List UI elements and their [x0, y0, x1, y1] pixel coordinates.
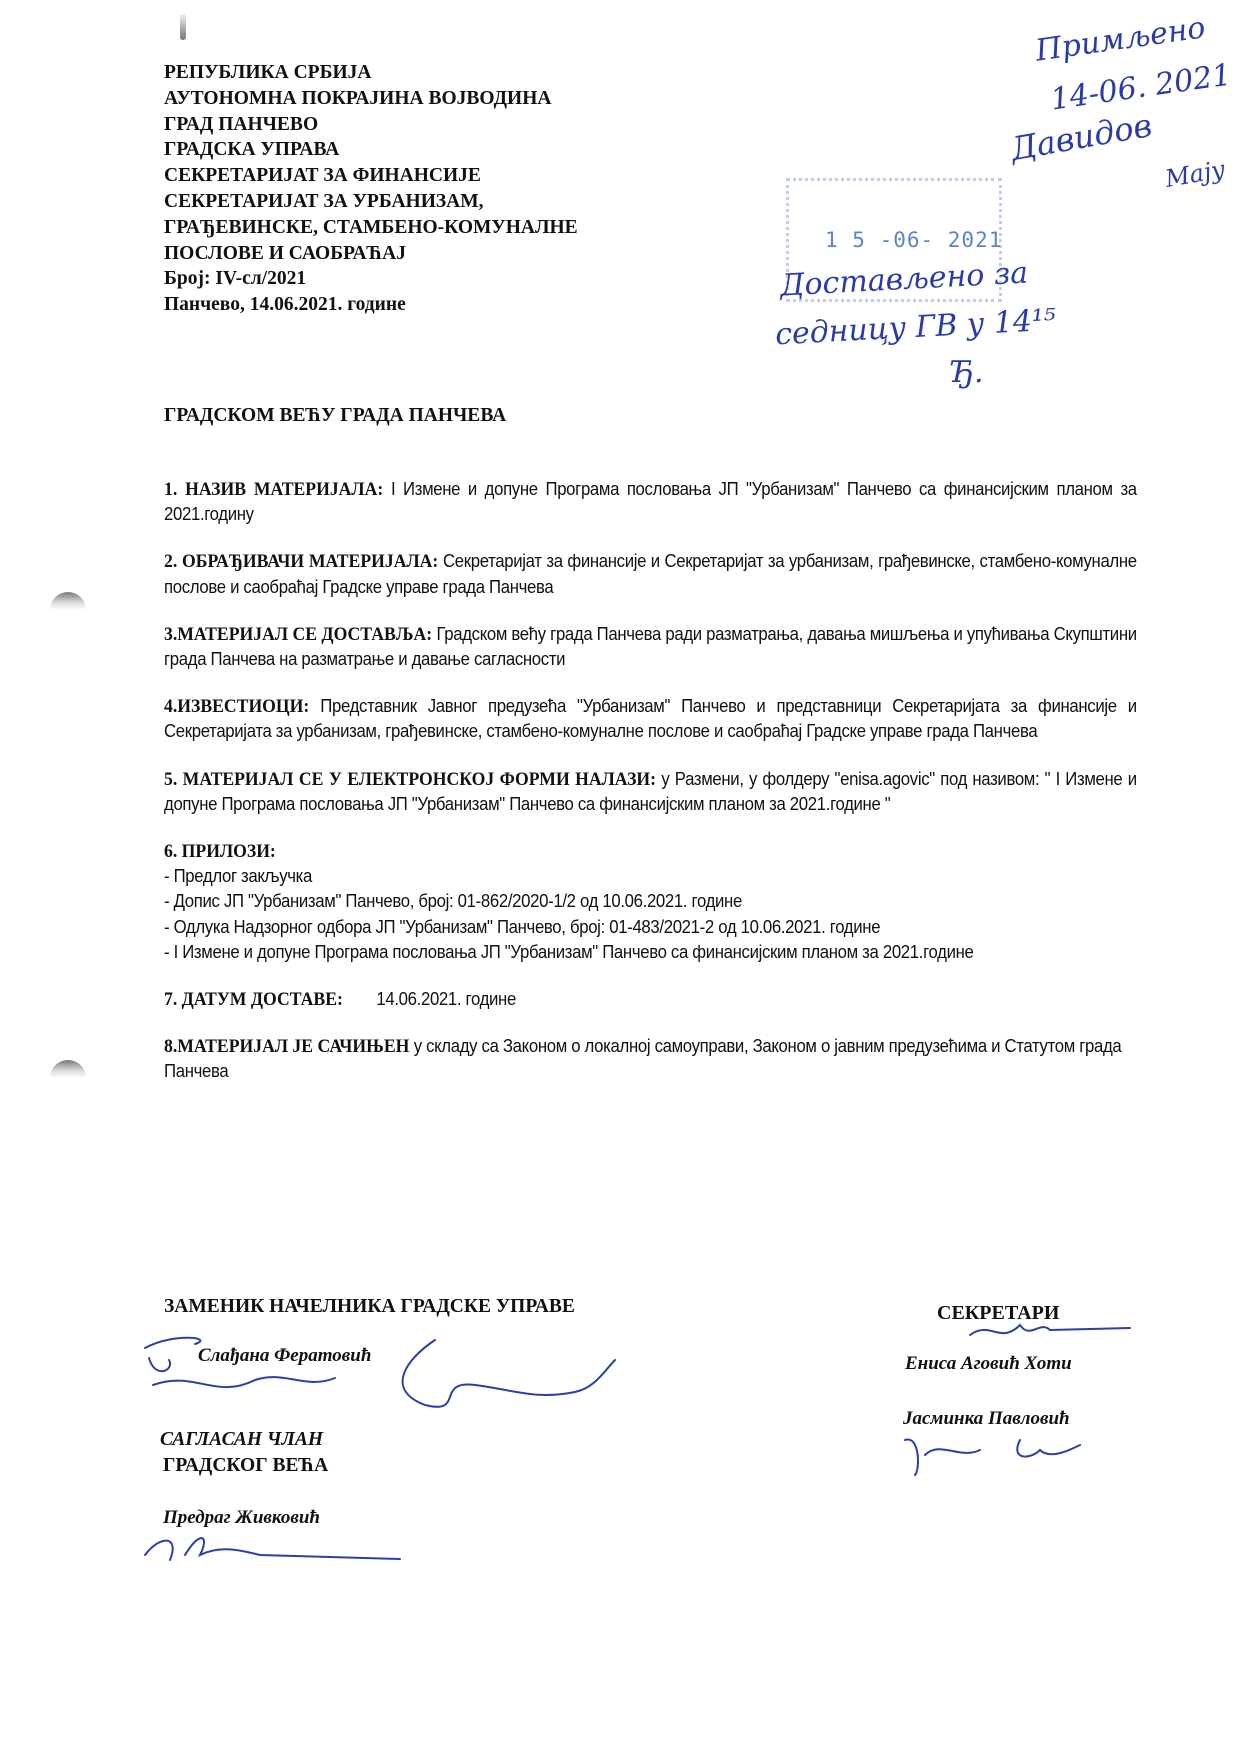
delivery-date-value: 14.06.2021. године: [376, 989, 516, 1010]
letterhead: [164, 60, 578, 318]
section-label: 2. ОБРАЂИВАЧИ МАТЕРИЈАЛА:: [164, 551, 439, 573]
secretary-1-signature: [960, 1310, 1140, 1350]
secretaries-title: СЕКРЕТАРИ: [937, 1302, 1060, 1324]
punch-hole-bottom: [50, 1060, 86, 1078]
deputy-head-name: Слађана Фератовић: [198, 1345, 372, 1366]
section-label: 1. НАЗИВ МАТЕРИЈАЛА:: [164, 479, 384, 500]
handwritten-delivered: Достављено за: [779, 255, 1029, 304]
secretary-2-name: Јасминка Павловић: [903, 1408, 1070, 1429]
attachment-item: - Одлука Надзорног одбора ЈП "Урбанизам" Панчево, број: 01-483/2021-2 од 10.06.2021. године: [164, 916, 881, 937]
secretary-2-signature: [900, 1430, 1120, 1480]
section-text: Градском већу града Панчева ради разматрања, давања мишљења и упућивања Скупштини града Панчева на разматрање и давање сагласности: [164, 623, 1137, 670]
letterhead-line: АУТОНОМНА ПОКРАЈИНА ВОЈВОДИНА: [164, 87, 552, 109]
handwritten-received-suffix: Мају: [1163, 154, 1228, 194]
handwritten-session-note: седницу ГВ у 14¹⁵: [774, 302, 1057, 353]
section-delivery-date: [164, 987, 1137, 1012]
council-member-name: Предраг Живковић: [163, 1507, 320, 1528]
council-member-title-line2: ГРАДСКОГ ВЕЋА: [163, 1455, 329, 1476]
section-text: у складу са Законом о локалној самоуправи, Законом о јавним предузећима и Статутом града Панчева: [164, 1036, 1122, 1082]
section-attachments: [164, 839, 1137, 965]
deputy-head-signature: [135, 1330, 625, 1420]
attachment-item: - Допис ЈП "Урбанизам" Панчево, број: 01-862/2020-1/2 од 10.06.2021. године: [164, 891, 742, 912]
scan-mark: [180, 14, 186, 40]
section-compliance: [164, 1034, 1137, 1084]
handwritten-received: Примљено: [1033, 10, 1208, 69]
attachment-item: - I Измене и допуне Програма пословања ЈП "Урбанизам" Панчево са финансијским планом за 2021.године: [164, 941, 974, 962]
letterhead-line: ГРАДСКА УПРАВА: [164, 139, 340, 161]
section-material-name: [164, 477, 1137, 527]
council-member-title: [160, 1427, 328, 1479]
section-label: 4.ИЗВЕСТИОЦИ:: [164, 696, 310, 718]
handwritten-received-signature: Давидов: [1007, 105, 1155, 169]
section-text: у Размени, у фолдеру "enisa.agovic" под називом: " I Измене и допуне Програма пословања ЈП "Урбанизам" Панчево са финансијским планом за 2021.године ": [164, 768, 1137, 814]
document-date: Панчево, 14.06.2021. године: [164, 294, 406, 316]
document-number: Број: IV-сл/2021: [164, 268, 307, 290]
document-body: [164, 477, 1137, 1107]
deputy-head-title: ЗАМЕНИК НАЧЕЛНИКА ГРАДСКЕ УПРАВЕ: [164, 1296, 575, 1317]
section-label: 8.МАТЕРИЈАЛ ЈЕ САЧИЊЕН: [164, 1036, 410, 1058]
section-text: I Измене и допуне Програма пословања ЈП "Урбанизам" Панчево са финансијским планом за 2021.годину: [164, 479, 1137, 525]
handwritten-initials: Ђ.: [950, 355, 984, 390]
council-member-signature: [140, 1525, 410, 1565]
secretary-1-name: Ениса Аговић Хоти: [905, 1353, 1072, 1374]
letterhead-line: ГРАД ПАНЧЕВО: [164, 113, 319, 135]
section-prepared-by: [164, 549, 1137, 599]
section-label: 3.МАТЕРИЈАЛ СЕ ДОСТАВЉА:: [164, 623, 433, 645]
section-label: 7. ДАТУМ ДОСТАВЕ:: [164, 989, 343, 1011]
council-member-title-line1: САГЛАСАН ЧЛАН: [160, 1429, 324, 1450]
handwritten-received-date: 14-06. 2021: [1048, 57, 1234, 118]
attachment-item: - Предлог закључка: [164, 866, 313, 887]
letterhead-line: СЕКРЕТАРИЈАТ ЗА ФИНАНСИЈЕ: [164, 165, 481, 187]
section-delivered-to: [164, 622, 1137, 672]
punch-hole-top: [50, 592, 86, 610]
section-reporters: [164, 694, 1137, 744]
letterhead-line: ПОСЛОВЕ И САОБРАЋАЈ: [164, 242, 407, 264]
section-text: Представник Јавног предузећа "Урбанизам" Панчево и представници Секретаријата за финансије и Секретаријата за урбанизам, грађевинске, стамбено-комуналне послове и саобраћај Градске управе града Панчева: [164, 696, 1137, 742]
addressee: ГРАДСКОМ ВЕЋУ ГРАДА ПАНЧЕВА: [164, 405, 507, 426]
section-label: 5. МАТЕРИЈАЛ СЕ У ЕЛЕКТРОНСКОЈ ФОРМИ НАЛАЗИ:: [164, 768, 657, 790]
section-electronic-location: [164, 767, 1137, 817]
letterhead-line: РЕПУБЛИКА СРБИЈА: [164, 62, 372, 83]
letterhead-line: ГРАЂЕВИНСКЕ, СТАМБЕНО-КОМУНАЛНЕ: [164, 216, 578, 238]
attachments-label: 6. ПРИЛОЗИ:: [164, 841, 276, 863]
section-text: Секретаријат за финансије и Секретаријат за урбанизам, грађевинске, стамбено-комуналне послове и саобраћај Градске управе града Панчева: [164, 551, 1137, 597]
stamp-date: 1 5 -06- 2021: [825, 228, 1003, 252]
letterhead-line: СЕКРЕТАРИЈАТ ЗА УРБАНИЗАМ,: [164, 190, 484, 212]
